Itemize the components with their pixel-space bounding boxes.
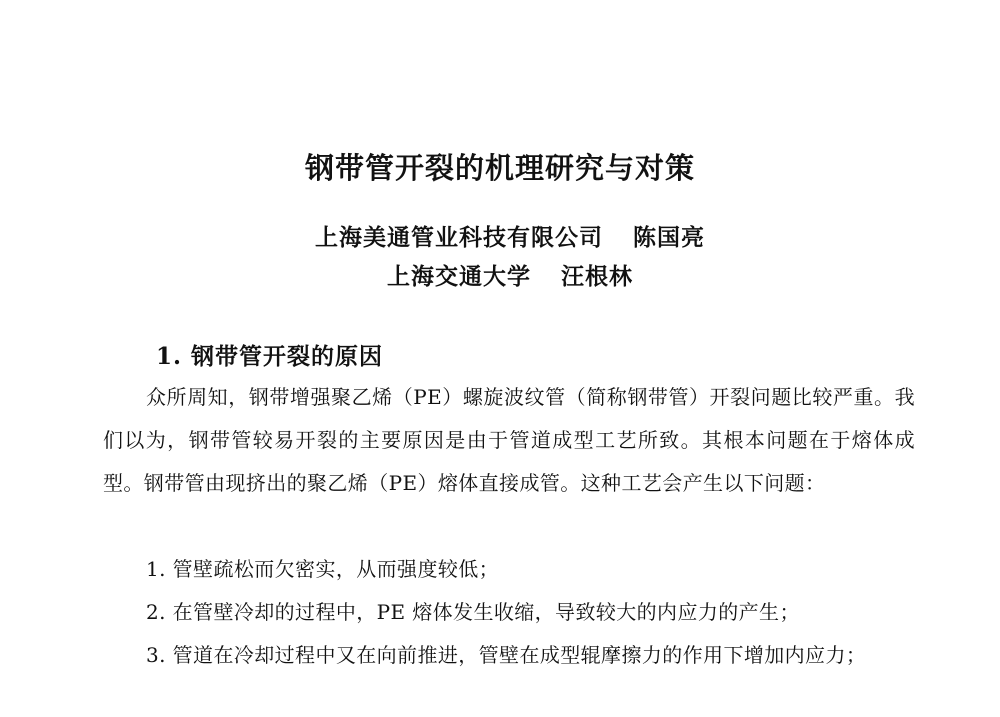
author-affiliation: 上海交通大学 xyxy=(387,263,531,290)
list-item: 1. 管壁疏松而欠密实，从而强度较低； xyxy=(146,557,500,581)
author-affiliation: 上海美通管业科技有限公司 xyxy=(315,224,603,251)
list-item: 3. 管道在冷却过程中又在向前推进，管壁在成型辊摩擦力的作用下增加内应力； xyxy=(146,643,867,667)
body-paragraph: 众所周知，钢带增强聚乙烯（PE）螺旋波纹管（简称钢带管）开裂问题比较严重。我们以为，钢带管较易开裂的主要原因是由于管道成型工艺所致。其根本问题在于熔体成型。钢带管由现挤出的聚乙烯（PE）熔体直接成管。这种工艺会产生以下问题： xyxy=(103,385,915,495)
document-title: 钢带管开裂的机理研究与对策 xyxy=(304,151,695,185)
author-name: 陈国亮 xyxy=(633,224,705,251)
section-heading: 1. 钢带管开裂的原因 xyxy=(156,343,384,370)
author-line-1 xyxy=(0,219,1000,252)
list-item: 2. 在管壁冷却的过程中，PE 熔体发生收缩，导致较大的内应力的产生； xyxy=(146,600,800,624)
author-name: 汪根林 xyxy=(561,263,633,290)
author-line-2 xyxy=(0,258,1000,291)
